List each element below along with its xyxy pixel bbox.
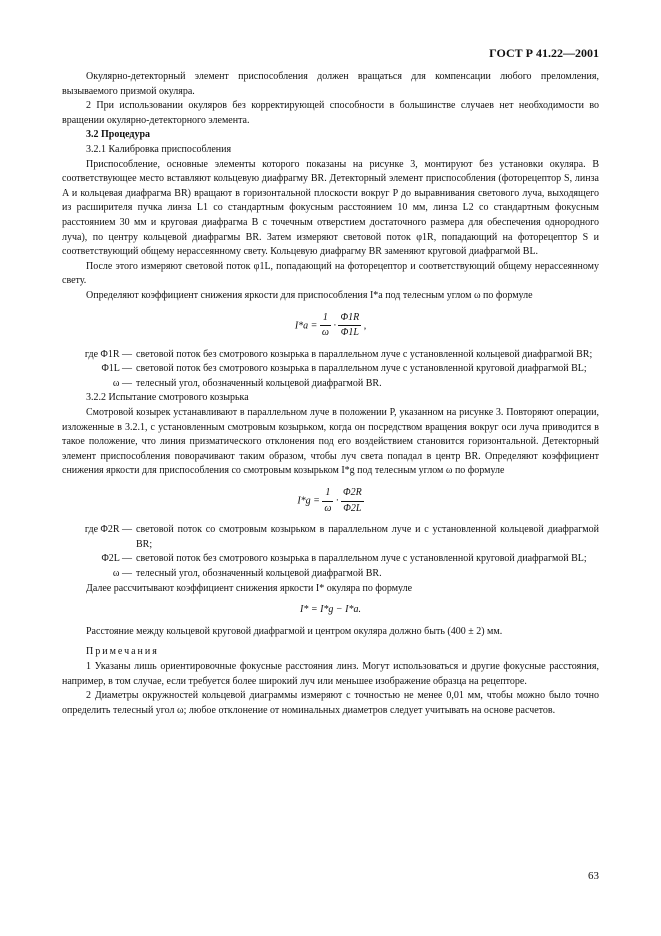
paragraph: Далее рассчитывают коэффициент снижения яркости I* окуляра по формуле xyxy=(86,582,413,594)
page-body xyxy=(62,70,599,718)
paragraph: Определяют коэффициент снижения яркости для приспособления I*a под телесным углом ω по формуле xyxy=(86,289,533,301)
paragraph: Окулярно-детекторный элемент приспособления должен вращаться для компенсации любого преломления, вызываемого призмой окуляра. xyxy=(62,71,599,97)
formula-2: I*g = $\frac{1}{\omega}$ · $\frac{\Phi 2R}{\Phi 2L}$ xyxy=(297,487,362,514)
formula-1: I*a = $\frac{1}{\omega}$ · $\frac{\Phi 1R}{\Phi 1L}$ , xyxy=(294,311,367,339)
legend-1: где Φ1R — световой поток без смотрового козырька в параллельном луче с установленной кольцевой диафрагмой BR; Φ1L — световой поток без смотрового козырька в параллельном луче с установленной круговой диафрагмой BL; ω — телесный угол, обозначенный кольцевой диафрагмой BR. xyxy=(84,348,593,389)
notes-title: Примечания xyxy=(86,646,159,658)
page-number: 63 xyxy=(588,870,599,882)
legend-2: где Φ2R — световой поток со смотровым козырьком в параллельном луче и с установленной кольцевой диафрагмой BR; Φ2L — световой поток без смотрового козырька в параллельном луче с установленной круговой диафрагмой BL; ω — телесный угол, обозначенный кольцевой диафрагмой BR. xyxy=(84,524,599,579)
paragraph: Приспособление, основные элементы которого показаны на рисунке 3, монтируют без установки окуляра. В соответствующее место вставляют кольцевую диафрагму BR. Детекторный элемент приспособления (фоторецептор S, линза A и кольцевая диафрагма BR) вращают в горизонтальной плоскости вокруг P до выравнивания светового луча, выходящего из расширителя пучка линза L1 со стандартным фокусным расстоянием 10 мм, линза L2 со стандартным фокусным расстоянием 30 мм и круговая диафрагма B с точечным отверстием достаточного размера для обеспечения однородного луча), по центру кольцевой диафрагмы BR. Затем измеряют световой поток φ1R, попадающий на фоторецептор S и соответствующий общему нерассеянному свету. Кольцевую диафрагму BR заменяют круговой диафрагмой BL. xyxy=(62,158,599,258)
standard-code: ГОСТ Р 41.22—2001 xyxy=(489,46,599,60)
paragraph: После этого измеряют световой поток φ1L, попадающий на фоторецептор и соответствующий общему нерассеянному свету. xyxy=(62,260,599,287)
subsection-heading: 3.2.1 Калибровка приспособления xyxy=(86,143,232,155)
paragraph: 2 При использовании окуляров без корректирующей способности в большинстве случаев нет необходимости во вращении окулярно-детекторного элемента. xyxy=(62,100,599,126)
note: 2 Диаметры окружностей кольцевой диаграммы измеряют с точностью не менее 0,01 мм, чтобы можно было точно определить телесный угол ω; любое отклонение от номинальных диаметров следует учитывать на основе расчетов. xyxy=(62,690,599,716)
subsection-heading: 3.2.2 Испытание смотрового козырька xyxy=(86,392,249,404)
paragraph: Расстояние между кольцевой круговой диафрагмой и центром окуляра должно быть (400 ± 2) мм. xyxy=(86,625,503,637)
note: 1 Указаны лишь ориентировочные фокусные расстояния линз. Могут использоваться и другие фокусные расстояния, например, в том случае, если требуется более широкий луч или меньшее изображение образца на рецепторе. xyxy=(62,660,599,687)
formula-3: I* = I*g − I*a. xyxy=(300,604,361,616)
paragraph: Смотровой козырек устанавливают в параллельном луче в положении P, указанном на рисунке 3. Повторяют операции, изложенные в 3.2.1, с установленным смотровым козырьком, когда он посредством вращения вокруг оси луча приводится в такое положение, что линия призматического отклонения под его воздействием становится горизонтальной. Детекторный элемент приспособления поворачивают таким образом, чтобы луч света попадал в центр BR. Определяют коэффициент снижения яркости для приспособления со смотровым козырьком I*g под телесным углом ω по формуле xyxy=(62,407,599,477)
section-heading: 3.2 Процедура xyxy=(86,129,151,141)
